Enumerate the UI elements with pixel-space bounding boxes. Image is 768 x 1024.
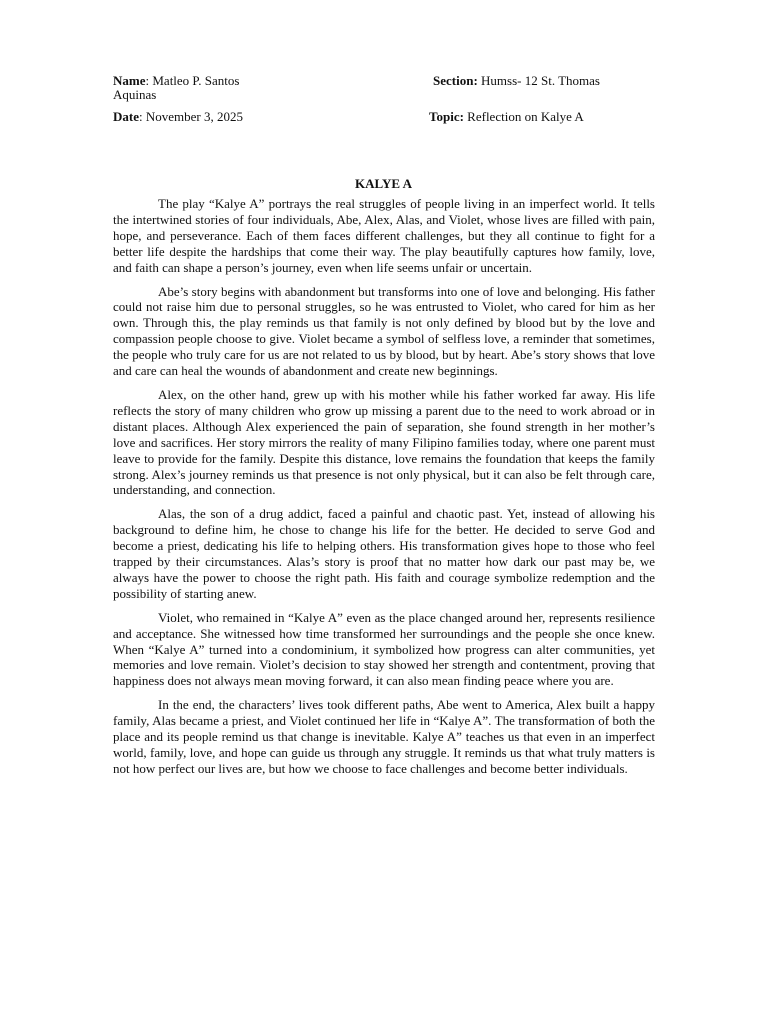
paragraph: Abe’s story begins with abandonment but transforms into one of love and belonging. His father could not raise him due to personal struggles, so he was entrusted to Violet, who cared for him as her own. Through this, the play reminds us that family is not only defined by blood but by the love and compassion people choose to give. Violet became a symbol of selfless love, a reminder that sometimes, the people who truly care for us are not related to us by blood, but by heart. Abe’s story shows that love and care can heal the wounds of abandonment and create new beginnings. xyxy=(113,283,655,379)
paragraph: Alas, the son of a drug addict, faced a painful and chaotic past. Yet, instead of allowing his background to define him, he chose to change his life for the better. He decided to serve God and become a priest, dedicating his life to helping others. His transformation gives hope to those who feel trapped by their circumstances. Alas’s story is proof that no matter how dark our past may be, we always have the power to choose the right path. His faith and courage symbolize redemption and the possibility of starting anew. xyxy=(113,506,655,601)
topic-value: Reflection on Kalye A xyxy=(463,109,584,124)
header-date-topic-line xyxy=(113,109,658,125)
name-value: : Matleo P. Santos xyxy=(145,73,240,88)
section-value-wrap: Aquinas xyxy=(113,87,157,102)
date-field xyxy=(113,109,243,124)
section-value: Humss- 12 St. Thomas xyxy=(477,73,600,88)
topic-field xyxy=(429,109,584,124)
section-field xyxy=(433,73,600,88)
header-name-section-line xyxy=(113,73,658,105)
date-label: Date xyxy=(113,109,139,124)
document-title: KALYE A xyxy=(355,176,412,191)
topic-label: Topic: xyxy=(429,109,464,124)
document-body xyxy=(113,196,655,785)
paragraph: In the end, the characters’ lives took different paths, Abe went to America, Alex built a happy family, Alas became a priest, and Violet continued her life in “Kalye A”. The transformation of both the place and its people remind us that change is inevitable. Kalye A” teaches us that even in an imperfect world, family, love, and hope can guide us through any struggle. It reminds us that what truly matters is not how perfect our lives are, but how we choose to face challenges and become better individuals. xyxy=(113,697,655,776)
paragraph: Alex, on the other hand, grew up with his mother while his father worked far away. His life reflects the story of many children who grow up missing a parent due to the need to work abroad or in distant places. Although Alex experienced the pain of separation, she found strength in her mother’s love and sacrifices. Her story mirrors the reality of many Filipino families today, where one parent must leave to provide for the family. Despite this distance, love remains the foundation that keeps the family strong. Alex’s journey reminds us that presence is not only physical, but it can also be felt through care, understanding, and connection. xyxy=(113,386,655,498)
name-field xyxy=(113,73,239,88)
date-value: : November 3, 2025 xyxy=(139,109,243,124)
section-label: Section: xyxy=(433,73,478,88)
paragraph: The play “Kalye A” portrays the real struggles of people living in an imperfect world. It tells the intertwined stories of four individuals, Abe, Alex, Alas, and Violet, whose lives are filled with pain, hope, and perseverance. Each of them faces different challenges, but they all continue to fight for a better life despite the hardships that come their way. The play beautifully captures how family, love, and faith can shape a person’s journey, even when life seems unfair or uncertain. xyxy=(113,196,655,275)
paragraph: Violet, who remained in “Kalye A” even as the place changed around her, represents resilience and acceptance. She witnessed how time transformed her surroundings and the people she once knew. When “Kalye A” turned into a condominium, it symbolized how progress can alter communities, yet memories and love remain. Violet’s decision to stay showed her strength and contentment, proving that happiness does not always mean moving forward, it can also mean finding peace where you are. xyxy=(113,609,655,689)
name-label: Name xyxy=(113,73,146,88)
